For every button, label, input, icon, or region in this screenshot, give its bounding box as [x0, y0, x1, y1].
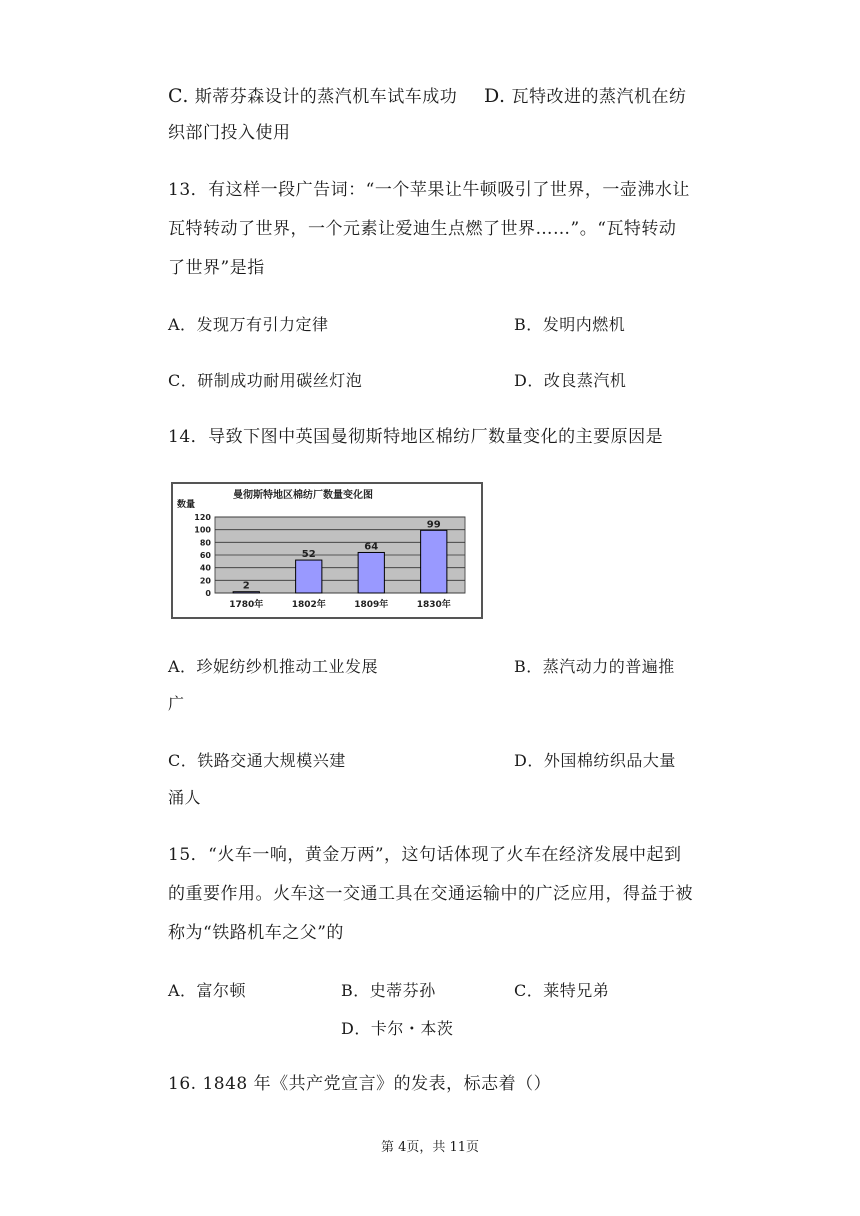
y-tick-label: 60 — [199, 551, 211, 560]
q12-option-c-letter: C. — [168, 85, 189, 107]
y-tick-label: 20 — [199, 576, 211, 586]
bar-value-label: 52 — [301, 549, 316, 561]
chart-title: 曼彻斯特地区棉纺厂数量变化图 — [233, 490, 373, 501]
x-tick-label: 1780年 — [229, 600, 264, 610]
q15-stem-line1: 15．“火车一响，黄金万两”，这句话体现了火车在经济发展中起到 — [168, 845, 682, 865]
q12-option-d-wrap: 织部门投入使用 — [168, 123, 291, 143]
bar-chart-svg — [173, 484, 481, 617]
q14-option-b-wrap: 广 — [168, 694, 185, 713]
q14-option-d-wrap: 涌人 — [168, 788, 202, 807]
page-footer: 第 4页，共 11页 — [380, 1140, 480, 1155]
q15-option-d: D．卡尔・本茨 — [341, 1019, 454, 1038]
q12-option-d — [484, 84, 687, 109]
q12-option-d-letter: D. — [484, 85, 506, 107]
q14-option-b: B．蒸汽动力的普遍推 — [514, 657, 675, 676]
bar-value-label: 2 — [242, 580, 250, 592]
q15-stem-line3: 称为“铁路机车之父”的 — [168, 923, 344, 943]
y-tick-label: 120 — [194, 513, 211, 522]
bar-1780年 — [233, 592, 259, 593]
x-tick-label: 1809年 — [354, 600, 389, 610]
q14-stem: 14．导致下图中英国曼彻斯特地区棉纺厂数量变化的主要原因是 — [168, 427, 664, 447]
y-tick-label: 40 — [199, 563, 211, 573]
q13-stem-line1: 13．有这样一段广告词：“一个苹果让牛顿吸引了世界，一壶沸水让 — [168, 180, 690, 200]
q15-option-a: A．富尔顿 — [168, 981, 247, 1000]
q15-option-c: C．莱特兄弟 — [514, 981, 610, 1000]
q12-option-row — [168, 84, 457, 109]
y-tick-label: 80 — [199, 538, 211, 548]
q12-option-c-text: 斯蒂芬森设计的蒸汽机车试车成功 — [194, 87, 458, 107]
q13-option-c: C．研制成功耐用碳丝灯泡 — [168, 371, 363, 390]
q13-option-a: A．发现万有引力定律 — [168, 315, 329, 334]
bar-1802年 — [296, 560, 322, 593]
y-tick-label: 100 — [194, 525, 211, 535]
y-tick-label: 0 — [205, 589, 211, 598]
bar-value-label: 64 — [364, 541, 379, 553]
q14-option-d: D．外国棉纺织品大量 — [514, 751, 676, 770]
bar-1809年 — [358, 552, 384, 593]
x-tick-label: 1802年 — [291, 600, 326, 610]
cotton-mill-chart — [171, 482, 483, 619]
q15-stem-line2: 的重要作用。火车这一交通工具在交通运输中的广泛应用，得益于被 — [168, 884, 693, 904]
q15-option-b: B．史蒂芬孙 — [341, 981, 436, 1000]
q13-stem-line3: 了世界”是指 — [168, 258, 265, 278]
q12-option-d-text: 瓦特改进的蒸汽机在纺 — [511, 87, 687, 107]
y-axis-label: 数量 — [177, 500, 196, 510]
bar-1830年 — [421, 530, 447, 593]
q13-option-d: D．改良蒸汽机 — [514, 371, 627, 390]
q13-option-b: B．发明内燃机 — [514, 315, 626, 334]
q16-stem: 16. 1848 年《共产党宣言》的发表，标志着（） — [168, 1074, 552, 1094]
x-tick-label: 1830年 — [416, 600, 451, 610]
q14-option-c: C．铁路交通大规模兴建 — [168, 751, 346, 770]
q13-stem-line2: 瓦特转动了世界，一个元素让爱迪生点燃了世界……”。“瓦特转动 — [168, 219, 677, 239]
bar-value-label: 99 — [426, 519, 441, 531]
q14-option-a: A．珍妮纺纱机推动工业发展 — [168, 657, 379, 676]
